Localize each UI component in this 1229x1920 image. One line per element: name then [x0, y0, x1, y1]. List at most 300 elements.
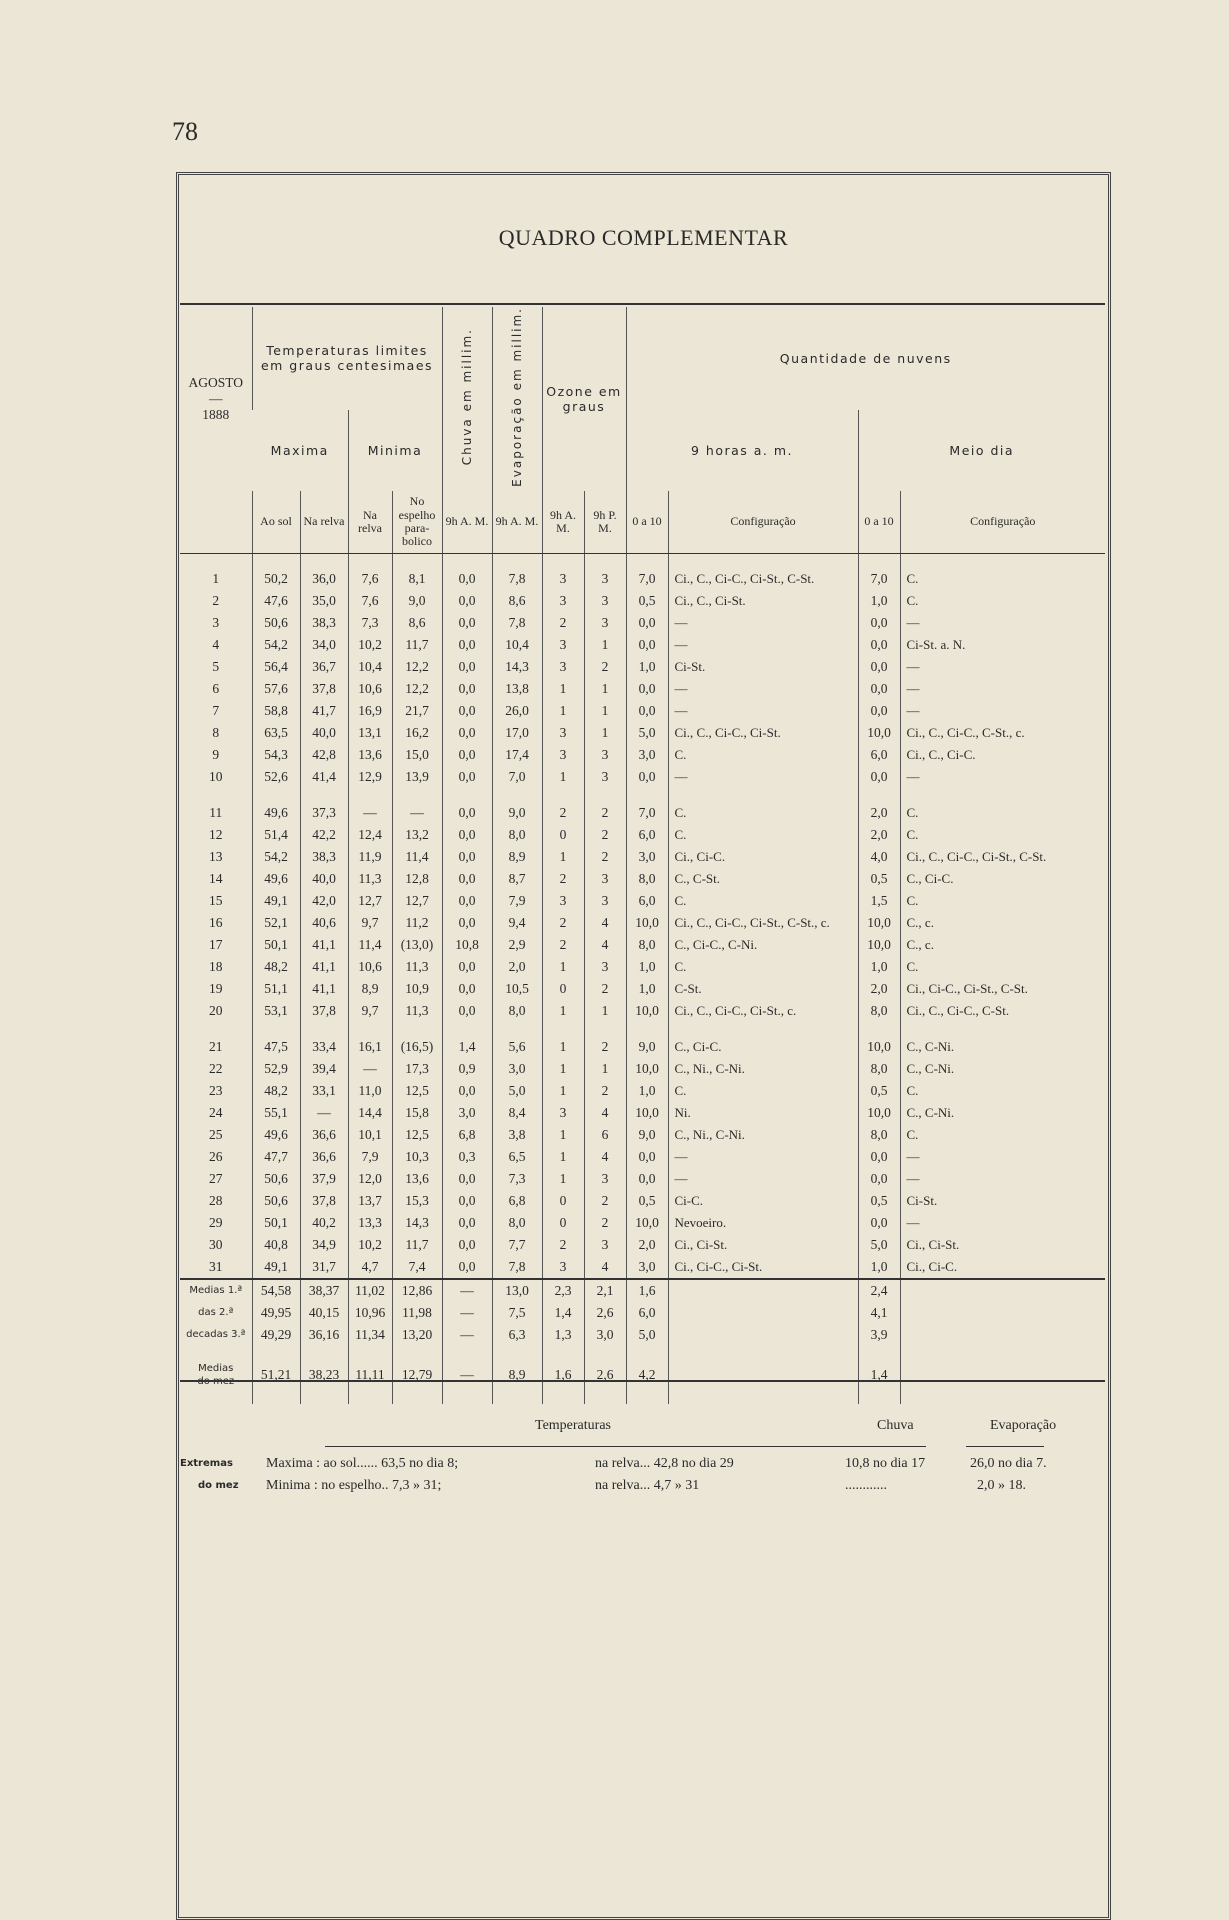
table-cell: 42,0 — [300, 890, 348, 912]
table-cell: 50,1 — [252, 1212, 300, 1234]
table-cell: 0,0 — [442, 890, 492, 912]
table-cell: 4 — [584, 934, 626, 956]
table-cell: 49,1 — [252, 890, 300, 912]
table-cell: 2,0 — [492, 956, 542, 978]
table-cell: Ci., C., Ci-C., Ci-St., c. — [668, 1000, 858, 1022]
table-cell: 12,7 — [348, 890, 392, 912]
table-cell: — — [900, 1146, 1105, 1168]
table-cell: 12,79 — [392, 1360, 442, 1390]
table-cell: 3 — [542, 744, 584, 766]
table-cell: 50,6 — [252, 1168, 300, 1190]
table-cell: 49,6 — [252, 868, 300, 890]
maxima-extrema: Maxima : ao sol...... 63,5 no dia 8; — [266, 1456, 459, 1471]
escala-9h-header: 0 a 10 — [626, 491, 668, 554]
table-cell: 8,7 — [492, 868, 542, 890]
table-cell: 5,0 — [492, 1080, 542, 1102]
table-cell: 10,8 — [442, 934, 492, 956]
table-cell: 41,1 — [300, 934, 348, 956]
row-label — [180, 1324, 252, 1346]
table-cell: 48,2 — [252, 956, 300, 978]
table-cell: 1,6 — [626, 1279, 668, 1302]
table-cell: 28 — [209, 1192, 223, 1208]
table-cell: 6,0 — [626, 1302, 668, 1324]
table-cell — [900, 1360, 1105, 1390]
table-cell: 0,0 — [858, 1146, 900, 1168]
table-cell: 13,7 — [348, 1190, 392, 1212]
table-cell: 9,7 — [348, 912, 392, 934]
table-cell: 54,58 — [252, 1279, 300, 1302]
table-cell: 3,0 — [626, 744, 668, 766]
table-cell: 21 — [209, 1038, 223, 1054]
table-cell: 6,0 — [626, 890, 668, 912]
spacer-row — [180, 1022, 1105, 1036]
table-cell: 1,0 — [626, 656, 668, 678]
table-cell: 40,6 — [300, 912, 348, 934]
table-cell: 42,2 — [300, 824, 348, 846]
table-cell: 12,9 — [348, 766, 392, 788]
table-cell: 12,2 — [392, 678, 442, 700]
table-cell: 11,3 — [348, 868, 392, 890]
table-cell: 11,98 — [392, 1302, 442, 1324]
row-label — [180, 1302, 252, 1324]
day-row — [180, 802, 1105, 824]
table-cell: — — [900, 1168, 1105, 1190]
table-cell: 6,8 — [442, 1124, 492, 1146]
table-cell: Ci-St. a. N. — [900, 634, 1105, 656]
table-cell: 18 — [209, 958, 223, 974]
table-cell: 50,6 — [252, 1190, 300, 1212]
day-row — [180, 1212, 1105, 1234]
table-cell: 40,0 — [300, 722, 348, 744]
day-row — [180, 1080, 1105, 1102]
table-cell — [900, 1279, 1105, 1302]
table-cell: 41,7 — [300, 700, 348, 722]
table-cell: 42,8 — [300, 744, 348, 766]
table-cell: 37,8 — [300, 678, 348, 700]
table-cell: 57,6 — [252, 678, 300, 700]
table-cell: 0,0 — [442, 612, 492, 634]
table-cell: 0,0 — [442, 978, 492, 1000]
table-cell: 38,3 — [300, 612, 348, 634]
table-cell: 0,0 — [442, 678, 492, 700]
table-cell: 10,6 — [348, 956, 392, 978]
table-cell: 0,0 — [626, 612, 668, 634]
table-cell: 1 — [584, 700, 626, 722]
table-cell: 10,0 — [626, 912, 668, 934]
table-cell: 0,0 — [442, 912, 492, 934]
table-cell: Ci., Ci-C. — [900, 1256, 1105, 1279]
table-cell: 3 — [584, 956, 626, 978]
table-cell: 0,0 — [626, 766, 668, 788]
table-cell: — — [668, 612, 858, 634]
table-cell: 11,4 — [348, 934, 392, 956]
table-cell: 7,8 — [492, 1256, 542, 1279]
table-cell: 0,0 — [442, 1256, 492, 1279]
table-cell: 5 — [212, 658, 220, 674]
table-cell — [900, 1324, 1105, 1346]
table-cell: 4,1 — [858, 1302, 900, 1324]
table-cell: 11,7 — [392, 1234, 442, 1256]
table-cell: 4 — [584, 912, 626, 934]
table-cell: 14,3 — [392, 1212, 442, 1234]
table-cell: 3 — [584, 612, 626, 634]
table-cell: 12 — [209, 826, 223, 842]
medias-decada-row — [180, 1279, 1105, 1302]
table-cell: 0,0 — [442, 1080, 492, 1102]
medias-mez-label-2: do mez — [197, 1375, 235, 1387]
table-cell: 16,2 — [392, 722, 442, 744]
day-row — [180, 612, 1105, 634]
table-cell: 0,0 — [442, 1168, 492, 1190]
table-cell: — — [900, 766, 1105, 788]
table-cell: 15 — [209, 892, 223, 908]
table-cell: 17,3 — [392, 1058, 442, 1080]
table-cell: 1 — [542, 1080, 584, 1102]
table-cell: 11,34 — [348, 1324, 392, 1346]
table-cell: C-St. — [668, 978, 858, 1000]
table-cell: 13,6 — [348, 744, 392, 766]
table-cell: 34,9 — [300, 1234, 348, 1256]
table-cell: 0,0 — [442, 1234, 492, 1256]
table-cell: 14,3 — [492, 656, 542, 678]
table-cell: 31,7 — [300, 1256, 348, 1279]
medias-mez-label — [180, 1360, 252, 1390]
table-cell: 51,21 — [252, 1360, 300, 1390]
table-cell: 10,5 — [492, 978, 542, 1000]
table-cell: 1 — [542, 1146, 584, 1168]
table-cell: 4 — [584, 1256, 626, 1279]
table-cell: 10,96 — [348, 1302, 392, 1324]
table-cell: 38,37 — [300, 1279, 348, 1302]
table-cell: 13,20 — [392, 1324, 442, 1346]
table-cell: C., c. — [900, 934, 1105, 956]
table-cell: 41,4 — [300, 766, 348, 788]
table-cell: 37,8 — [300, 1000, 348, 1022]
table-cell: 8,0 — [492, 1212, 542, 1234]
table-cell: 37,9 — [300, 1168, 348, 1190]
table-cell: 1 — [542, 956, 584, 978]
table-cell: 3 — [542, 890, 584, 912]
table-cell: 0,0 — [858, 700, 900, 722]
table-cell: 2 — [584, 824, 626, 846]
minima-header: Minima — [348, 410, 442, 491]
table-cell: — — [668, 634, 858, 656]
table-cell: C. — [668, 824, 858, 846]
table-cell: 2,3 — [542, 1279, 584, 1302]
table-cell: Ci-St. — [900, 1190, 1105, 1212]
table-cell: 11,3 — [392, 956, 442, 978]
table-cell: 1,0 — [626, 956, 668, 978]
table-cell: 11,11 — [348, 1360, 392, 1390]
table-cell: 40,0 — [300, 868, 348, 890]
table-cell: 2 — [584, 1036, 626, 1058]
medias-mez-row — [180, 1360, 1105, 1390]
table-cell: 12,7 — [392, 890, 442, 912]
table-cell: 0,0 — [626, 1168, 668, 1190]
table-cell: 11,02 — [348, 1279, 392, 1302]
table-cell: 0,0 — [442, 802, 492, 824]
table-cell: 0,9 — [442, 1058, 492, 1080]
table-cell: 22 — [209, 1060, 223, 1076]
table-cell: 3,0 — [626, 846, 668, 868]
table-cell: 1,4 — [858, 1360, 900, 1390]
table-cell: 11,0 — [348, 1080, 392, 1102]
nove-horas-header: 9 horas a. m. — [626, 410, 858, 491]
table-cell: 3 — [584, 1168, 626, 1190]
table-cell: 2,0 — [858, 824, 900, 846]
table-cell: 7,8 — [492, 568, 542, 590]
table-cell: C. — [668, 1080, 858, 1102]
table-cell: Ni. — [668, 1102, 858, 1124]
table-cell: 7,8 — [492, 612, 542, 634]
table-cell: 8,1 — [392, 568, 442, 590]
table-cell: 0,3 — [442, 1146, 492, 1168]
meio-dia-header: Meio dia — [858, 410, 1105, 491]
table-cell: (13,0) — [392, 934, 442, 956]
table-cell: 2,1 — [584, 1279, 626, 1302]
day-row — [180, 700, 1105, 722]
table-cell: 37,8 — [300, 1190, 348, 1212]
day-row — [180, 722, 1105, 744]
table-cell: 11,9 — [348, 846, 392, 868]
table-cell: C. — [900, 890, 1105, 912]
ozone-9pm-header: 9h P. M. — [584, 491, 626, 554]
nuvens-header: Quantidade de nuvens — [626, 307, 1105, 410]
table-cell: 8,0 — [858, 1058, 900, 1080]
day-row — [180, 590, 1105, 612]
table-cell: C., Ni., C-Ni. — [668, 1058, 858, 1080]
table-cell: 10,0 — [858, 1036, 900, 1058]
table-cell: 6 — [212, 680, 220, 696]
table-cell: 0,5 — [626, 590, 668, 612]
day-row — [180, 634, 1105, 656]
table-cell: 7,0 — [492, 766, 542, 788]
table-cell: 6,5 — [492, 1146, 542, 1168]
table-cell: 7,4 — [392, 1256, 442, 1279]
table-cell: 1 — [542, 700, 584, 722]
table-cell: 49,95 — [252, 1302, 300, 1324]
spacer-row — [180, 1390, 1105, 1404]
evap-min-extrema: 2,0 » 18. — [977, 1478, 1026, 1493]
table-cell: 8,6 — [492, 590, 542, 612]
spacer-row — [180, 553, 1105, 568]
table-cell: 10,9 — [392, 978, 442, 1000]
table-cell: 9,0 — [492, 802, 542, 824]
table-cell: 10,0 — [626, 1212, 668, 1234]
chuva-brace — [848, 1446, 926, 1447]
table-cell: 58,8 — [252, 700, 300, 722]
table-cell: 2,0 — [858, 802, 900, 824]
table-cell: 25 — [209, 1126, 223, 1142]
table-cell: 2,4 — [858, 1279, 900, 1302]
table-cell: 26,0 — [492, 700, 542, 722]
table-cell: — — [668, 1168, 858, 1190]
table-cell — [668, 1360, 858, 1390]
table-cell: 40,15 — [300, 1302, 348, 1324]
decada-number: 1.ª — [227, 1284, 243, 1296]
table-cell: 9 — [212, 746, 220, 762]
table-cell: 36,16 — [300, 1324, 348, 1346]
table-cell: 7,6 — [348, 568, 392, 590]
medias-label-text: decadas — [186, 1328, 228, 1340]
table-cell: 8,0 — [492, 824, 542, 846]
table-cell: 10,4 — [348, 656, 392, 678]
table-cell: 9,0 — [626, 1036, 668, 1058]
table-cell: 63,5 — [252, 722, 300, 744]
table-cell: 1 — [584, 1000, 626, 1022]
day-row — [180, 868, 1105, 890]
table-cell: 5,6 — [492, 1036, 542, 1058]
table-cell: 0,0 — [442, 868, 492, 890]
table-cell: 12,5 — [392, 1080, 442, 1102]
table-cell: 3 — [542, 656, 584, 678]
table-cell: 40,8 — [252, 1234, 300, 1256]
maxima-relva-extrema: na relva... 42,8 no dia 29 — [595, 1456, 734, 1471]
table-cell: 1 — [542, 766, 584, 788]
table-cell: 30 — [209, 1236, 223, 1252]
table-cell: 0,0 — [442, 824, 492, 846]
table-cell: 3 — [584, 590, 626, 612]
temp-group-header: Temperaturas limites em graus centesimaes — [252, 307, 442, 410]
table-cell: 17 — [209, 936, 223, 952]
table-cell: 3 — [584, 744, 626, 766]
table-cell: 3 — [584, 1234, 626, 1256]
table-cell: 34,0 — [300, 634, 348, 656]
table-cell: 13,9 — [392, 766, 442, 788]
table-cell: C. — [900, 802, 1105, 824]
day-row — [180, 1036, 1105, 1058]
table-cell: 10,2 — [348, 1234, 392, 1256]
table-cell: 7,3 — [348, 612, 392, 634]
table-cell: Ci., C., Ci-C., Ci-St., C-St. — [668, 568, 858, 590]
table-cell: 8,9 — [348, 978, 392, 1000]
table-cell: 10,4 — [492, 634, 542, 656]
table-cell: 29 — [209, 1214, 223, 1230]
table-cell: 10,0 — [858, 722, 900, 744]
table-cell: 54,3 — [252, 744, 300, 766]
table-cell: — — [900, 678, 1105, 700]
table-cell: — — [668, 766, 858, 788]
table-cell: 4 — [584, 1146, 626, 1168]
table-cell: 3 — [584, 890, 626, 912]
month-header: AGOSTO — 1888 — [188, 374, 243, 422]
table-cell: 8,0 — [858, 1124, 900, 1146]
table-cell: 24 — [209, 1104, 223, 1120]
table-cell: 0,0 — [858, 656, 900, 678]
table-cell: Ci., Ci-St. — [900, 1234, 1105, 1256]
chuva-extrema: 10,8 no dia 17 — [845, 1456, 926, 1471]
table-cell: 2 — [542, 912, 584, 934]
medias-decada-row — [180, 1302, 1105, 1324]
table-cell: 1 — [542, 1124, 584, 1146]
table-cell: 8,0 — [492, 1000, 542, 1022]
table-cell: 12,8 — [392, 868, 442, 890]
table-cell: 8,4 — [492, 1102, 542, 1124]
table-cell: 53,1 — [252, 1000, 300, 1022]
table-cell: 2,6 — [584, 1360, 626, 1390]
table-cell: 51,1 — [252, 978, 300, 1000]
table-cell: 37,3 — [300, 802, 348, 824]
table-cell: 47,5 — [252, 1036, 300, 1058]
table-cell: C., Ci-C. — [900, 868, 1105, 890]
day-row — [180, 744, 1105, 766]
ao-sol-header: Ao sol — [252, 491, 300, 554]
table-cell: 2 — [584, 1190, 626, 1212]
table-cell: 0,5 — [858, 1080, 900, 1102]
table-cell: 50,1 — [252, 934, 300, 956]
table-cell: 10,0 — [626, 1102, 668, 1124]
table-cell: 38,23 — [300, 1360, 348, 1390]
table-cell: 0,0 — [858, 1212, 900, 1234]
table-cell: 0,0 — [626, 1146, 668, 1168]
table-cell: 1,6 — [542, 1360, 584, 1390]
table-cell: 0,0 — [442, 568, 492, 590]
day-row — [180, 1190, 1105, 1212]
table-cell: Ci-St. — [668, 656, 858, 678]
table-cell: Ci., Ci-St. — [668, 1234, 858, 1256]
table-cell: 0,0 — [442, 744, 492, 766]
table-cell: Nevoeiro. — [668, 1212, 858, 1234]
table-cell: 10,3 — [392, 1146, 442, 1168]
table-cell: 0,0 — [442, 1190, 492, 1212]
table-cell: C. — [900, 1080, 1105, 1102]
table-cell: 8,9 — [492, 1360, 542, 1390]
table-cell: 8 — [212, 724, 220, 740]
table-cell: 27 — [209, 1170, 223, 1186]
table-cell: 2,6 — [584, 1302, 626, 1324]
table-cell: 36,6 — [300, 1146, 348, 1168]
table-cell: 1,0 — [858, 956, 900, 978]
table-cell: — — [668, 700, 858, 722]
table-cell: 1 — [584, 1058, 626, 1080]
table-cell: 7,7 — [492, 1234, 542, 1256]
table-cell: 52,6 — [252, 766, 300, 788]
table-cell: 0 — [542, 1190, 584, 1212]
day-row — [180, 934, 1105, 956]
table-cell: 1 — [542, 1168, 584, 1190]
table-cell: C., Ni., C-Ni. — [668, 1124, 858, 1146]
day-row — [180, 678, 1105, 700]
table-cell: 47,7 — [252, 1146, 300, 1168]
table-cell: 55,1 — [252, 1102, 300, 1124]
table-cell: 7,9 — [492, 890, 542, 912]
table-cell: C., C-Ni. — [900, 1102, 1105, 1124]
table-cell: 26 — [209, 1148, 223, 1164]
table-cell: 0,0 — [626, 634, 668, 656]
table-cell: 1,0 — [858, 590, 900, 612]
table-cell: 19 — [209, 980, 223, 996]
day-row — [180, 824, 1105, 846]
table-cell: C. — [900, 1124, 1105, 1146]
table-cell: C., C-St. — [668, 868, 858, 890]
day-row — [180, 912, 1105, 934]
table-cell: 15,8 — [392, 1102, 442, 1124]
table-cell: 5,0 — [858, 1234, 900, 1256]
table-cell: 0,0 — [858, 634, 900, 656]
table-cell: 2 — [212, 592, 220, 608]
table-cell: C. — [900, 568, 1105, 590]
table-cell: 3 — [542, 634, 584, 656]
day-row — [180, 978, 1105, 1000]
table-cell: 0,0 — [626, 678, 668, 700]
table-cell: 3 — [542, 1256, 584, 1279]
table-cell: — — [900, 656, 1105, 678]
table-cell: 8,9 — [492, 846, 542, 868]
table-cell: Ci., Ci-C. — [668, 846, 858, 868]
table-cell: — — [668, 1146, 858, 1168]
table-cell: 7,9 — [348, 1146, 392, 1168]
table-cell: 8,0 — [626, 868, 668, 890]
